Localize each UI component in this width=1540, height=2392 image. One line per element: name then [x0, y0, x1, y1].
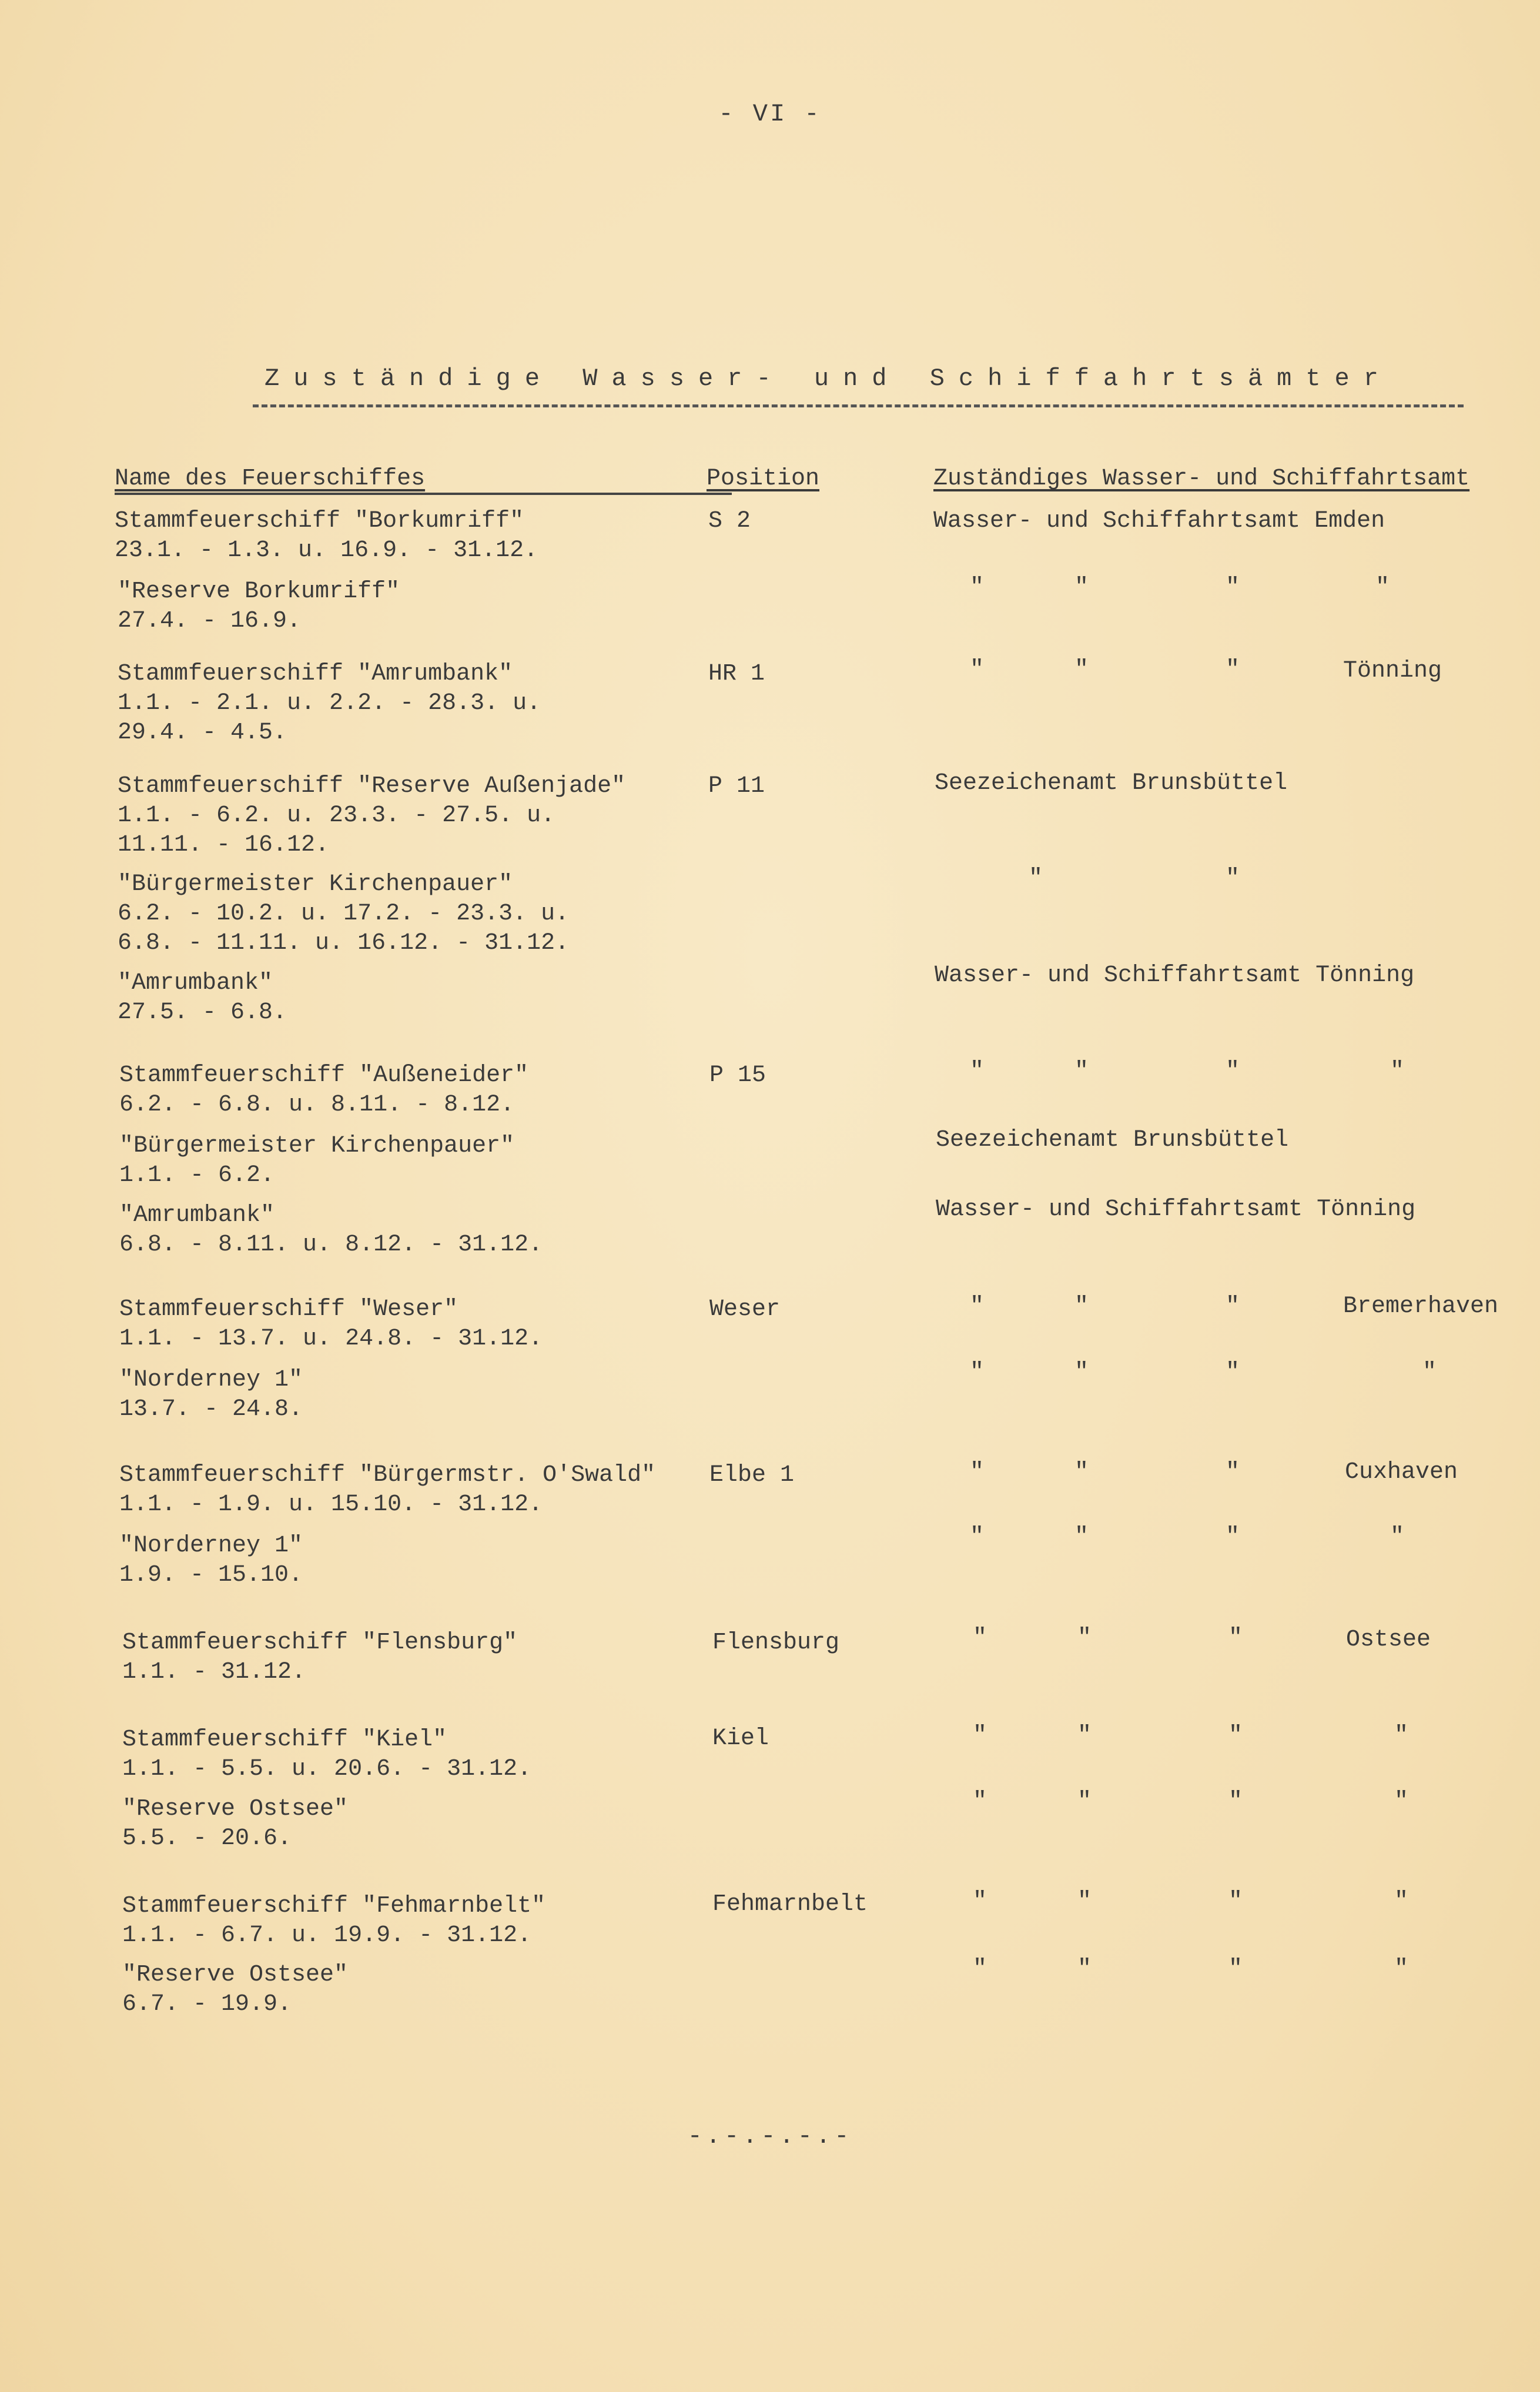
table-row-14-position: Kiel: [712, 1725, 769, 1752]
table-row-12-dates: 1.9. - 15.10.: [119, 1562, 303, 1588]
table-row-10-ditto: ": [1226, 1359, 1240, 1386]
table-row-3-dates: 1.1. - 6.2. u. 23.3. - 27.5. u.: [118, 802, 555, 829]
table-row-16-dates: 1.1. - 6.7. u. 19.9. - 31.12.: [122, 1922, 532, 1949]
table-row-15-ditto: ": [973, 1788, 987, 1815]
table-row-17-dates: 6.7. - 19.9.: [122, 1991, 292, 2018]
table-row-15-name: "Reserve Ostsee": [122, 1796, 349, 1822]
table-row-9-position: Weser: [709, 1296, 781, 1323]
table-row-1-ditto: ": [1074, 574, 1089, 601]
table-row-11-name: Stammfeuerschiff "Bürgermstr. O'Swald": [119, 1462, 656, 1488]
table-row-13-ditto: ": [1228, 1625, 1243, 1651]
table-row-10-name: "Norderney 1": [119, 1367, 303, 1393]
table-row-11-ditto: ": [1074, 1459, 1089, 1486]
table-row-12-ditto: ": [1074, 1524, 1089, 1550]
table-row-9-office-place: Bremerhaven: [1343, 1293, 1499, 1320]
table-row-6-ditto: ": [970, 1058, 985, 1085]
table-row-9-ditto: ": [970, 1293, 985, 1320]
table-row-2-dates-cont: 29.4. - 4.5.: [118, 720, 287, 746]
table-row-0-name: Stammfeuerschiff "Borkumriff": [115, 508, 524, 534]
table-row-1-ditto: ": [1226, 574, 1240, 601]
table-row-15-ditto: ": [1077, 1788, 1092, 1815]
table-row-3-dates-cont: 11.11. - 16.12.: [118, 832, 330, 858]
table-row-17-name: "Reserve Ostsee": [122, 1962, 349, 1988]
table-row-12-name: "Norderney 1": [119, 1533, 303, 1559]
table-row-2-office-place: Tönning: [1343, 658, 1442, 684]
table-row-2-ditto: ": [1074, 657, 1089, 683]
table-row-14-ditto: ": [973, 1722, 987, 1749]
table-row-16-ditto: ": [1077, 1888, 1092, 1915]
table-row-9-ditto: ": [1226, 1293, 1240, 1320]
table-row-16-ditto: ": [1394, 1888, 1409, 1915]
table-row-16-name: Stammfeuerschiff "Fehmarnbelt": [122, 1893, 546, 1919]
table-row-10-ditto: ": [1074, 1359, 1089, 1386]
table-row-16-ditto: ": [1228, 1888, 1243, 1915]
table-row-17-ditto: ": [1077, 1956, 1092, 1982]
header-rule: [115, 493, 732, 495]
end-mark: -.-.-.-.-: [687, 2122, 853, 2150]
table-row-1-name: "Reserve Borkumriff": [118, 578, 400, 605]
table-row-1-ditto: ": [1375, 574, 1390, 601]
table-row-10-dates: 13.7. - 24.8.: [119, 1396, 303, 1423]
table-row-12-ditto: ": [970, 1524, 985, 1550]
table-row-11-ditto: ": [970, 1459, 985, 1486]
table-row-10-ditto: ": [970, 1359, 985, 1386]
table-row-2-position: HR 1: [708, 661, 765, 687]
table-row-12-ditto: ": [1226, 1524, 1240, 1550]
table-row-0-office: Wasser- und Schiffahrtsamt Emden: [933, 508, 1385, 534]
table-row-13-ditto: ": [1077, 1625, 1092, 1651]
table-row-15-ditto: ": [1228, 1788, 1243, 1815]
table-row-1-dates: 27.4. - 16.9.: [118, 608, 302, 634]
table-row-0-dates: 23.1. - 1.3. u. 16.9. - 31.12.: [115, 537, 538, 564]
table-row-4-dates: 6.2. - 10.2. u. 17.2. - 23.3. u.: [118, 901, 570, 927]
table-row-4-ditto: ": [1226, 865, 1240, 892]
heading-underline: [253, 404, 1464, 407]
table-row-5-name: "Amrumbank": [118, 970, 273, 996]
table-row-6-dates: 6.2. - 6.8. u. 8.11. - 8.12.: [119, 1092, 515, 1118]
table-row-17-ditto: ": [973, 1956, 987, 1982]
table-row-13-ditto: ": [973, 1625, 987, 1651]
table-row-6-ditto: ": [1226, 1058, 1240, 1085]
table-row-13-name: Stammfeuerschiff "Flensburg": [122, 1630, 518, 1656]
table-row-4-dates-cont: 6.8. - 11.11. u. 16.12. - 31.12.: [118, 930, 570, 956]
table-row-14-ditto: ": [1077, 1722, 1092, 1749]
table-row-16-position: Fehmarnbelt: [712, 1891, 868, 1918]
table-row-16-ditto: ": [973, 1888, 987, 1915]
table-row-6-position: P 15: [709, 1062, 766, 1089]
table-row-11-position: Elbe 1: [709, 1462, 795, 1488]
table-row-2-name: Stammfeuerschiff "Amrumbank": [118, 661, 513, 687]
table-row-13-office-place: Ostsee: [1346, 1627, 1431, 1653]
table-row-12-ditto: ": [1390, 1524, 1405, 1550]
table-row-11-ditto: ": [1226, 1459, 1240, 1486]
table-row-10-ditto: ": [1422, 1359, 1437, 1386]
document-heading: Zuständige Wasser- und Schiffahrtsämter: [265, 364, 1392, 393]
column-header-office: Zuständiges Wasser- und Schiffahrtsamt: [933, 466, 1470, 492]
table-row-6-name: Stammfeuerschiff "Außeneider": [119, 1062, 529, 1089]
page-number: - VI -: [718, 100, 822, 128]
table-row-6-ditto: ": [1074, 1058, 1089, 1085]
table-row-14-ditto: ": [1394, 1722, 1409, 1749]
table-row-8-name: "Amrumbank": [119, 1202, 275, 1229]
table-row-6-ditto: ": [1390, 1058, 1405, 1085]
table-row-14-ditto: ": [1228, 1722, 1243, 1749]
table-row-7-dates: 1.1. - 6.2.: [119, 1162, 275, 1189]
table-row-8-dates: 6.8. - 8.11. u. 8.12. - 31.12.: [119, 1232, 543, 1258]
table-row-13-position: Flensburg: [712, 1630, 840, 1656]
table-row-13-dates: 1.1. - 31.12.: [122, 1659, 306, 1685]
column-header-name: Name des Feuerschiffes: [115, 466, 426, 492]
table-row-14-name: Stammfeuerschiff "Kiel": [122, 1727, 447, 1753]
table-row-5-dates: 27.5. - 6.8.: [118, 999, 287, 1026]
table-row-7-name: "Bürgermeister Kirchenpauer": [119, 1133, 515, 1159]
table-row-3-office: Seezeichenamt Brunsbüttel: [935, 770, 1288, 797]
table-row-15-dates: 5.5. - 20.6.: [122, 1825, 292, 1852]
table-row-2-ditto: ": [970, 657, 985, 683]
table-row-15-ditto: ": [1394, 1788, 1409, 1815]
table-row-9-name: Stammfeuerschiff "Weser": [119, 1296, 458, 1323]
table-row-8-office: Wasser- und Schiffahrtsamt Tönning: [936, 1196, 1416, 1223]
table-row-2-ditto: ": [1226, 657, 1240, 683]
table-row-11-office-place: Cuxhaven: [1345, 1459, 1458, 1486]
table-row-5-office: Wasser- und Schiffahrtsamt Tönning: [935, 962, 1415, 989]
table-row-17-ditto: ": [1394, 1956, 1409, 1982]
table-row-11-dates: 1.1. - 1.9. u. 15.10. - 31.12.: [119, 1491, 543, 1518]
table-row-0-position: S 2: [708, 508, 751, 534]
table-row-2-dates: 1.1. - 2.1. u. 2.2. - 28.3. u.: [118, 690, 541, 717]
table-row-3-name: Stammfeuerschiff "Reserve Außenjade": [118, 773, 626, 799]
table-row-4-name: "Bürgermeister Kirchenpauer": [118, 871, 513, 898]
table-row-3-position: P 11: [708, 773, 765, 799]
table-row-14-dates: 1.1. - 5.5. u. 20.6. - 31.12.: [122, 1756, 532, 1782]
table-row-7-office: Seezeichenamt Brunsbüttel: [936, 1127, 1289, 1153]
column-header-position: Position: [707, 466, 820, 492]
table-row-1-ditto: ": [970, 574, 985, 601]
table-row-4-ditto: ": [1029, 865, 1043, 892]
table-row-9-ditto: ": [1074, 1293, 1089, 1320]
table-row-9-dates: 1.1. - 13.7. u. 24.8. - 31.12.: [119, 1326, 543, 1352]
table-row-17-ditto: ": [1228, 1956, 1243, 1982]
